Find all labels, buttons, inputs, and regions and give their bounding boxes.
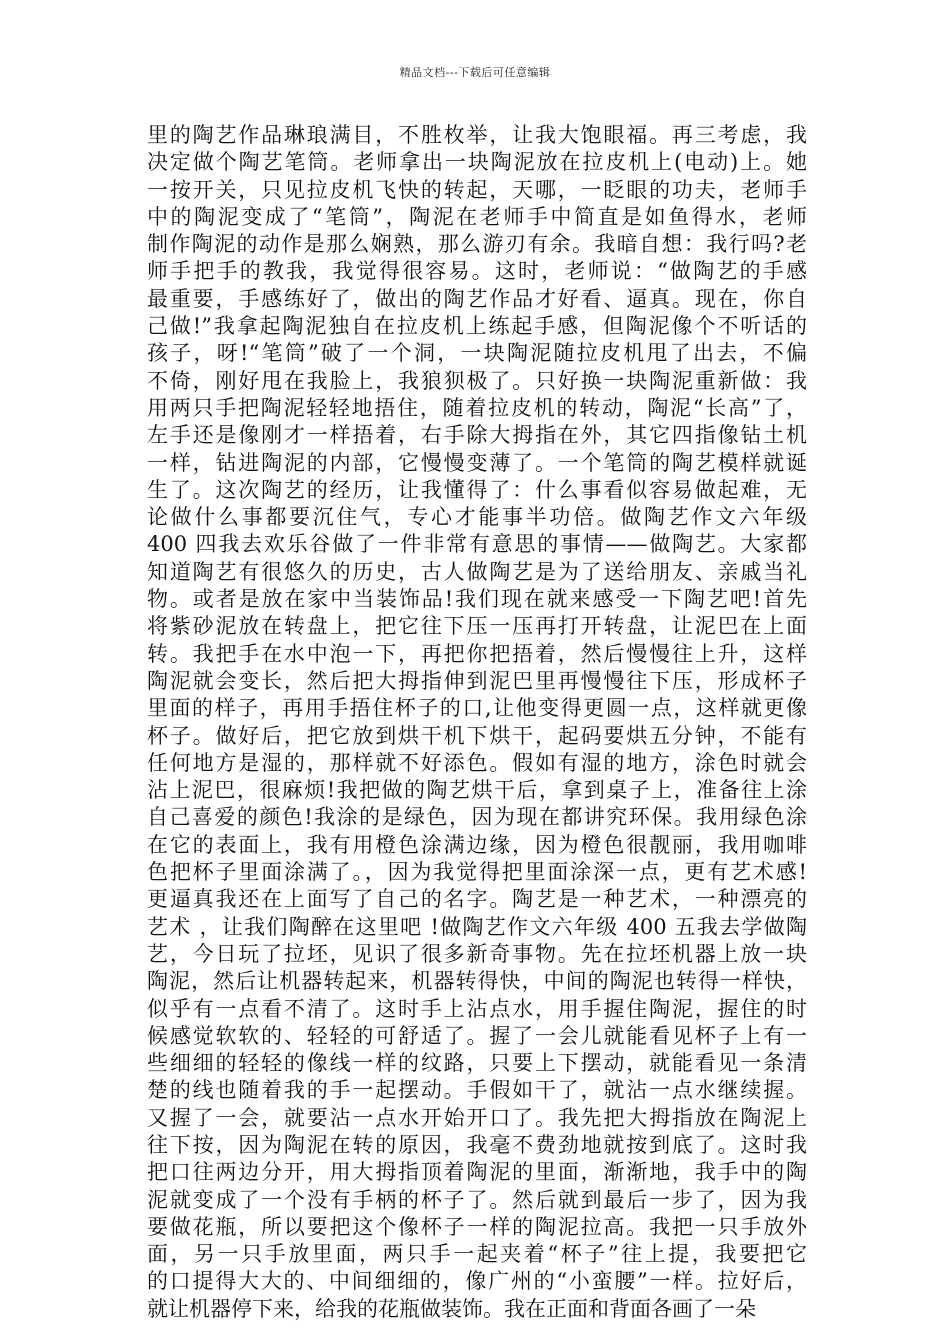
text-line: 把口往两边分开，用大拇指顶着陶泥的里面，渐渐地，我手中的陶 — [147, 1160, 807, 1185]
text-line: 师手把手的教我，我觉得很容易。这时，老师说：“做陶艺的手感 — [147, 259, 807, 284]
text-line: 400 四我去欢乐谷做了一件非常有意思的事情——做陶艺。大家都 — [147, 532, 807, 557]
text-line: 物。或者是放在家中当装饰品!我们现在就来感受一下陶艺吧!首先 — [147, 587, 807, 612]
text-line: 在它的表面上，我有用橙色涂满边缘，因为橙色很靓丽，我用咖啡 — [147, 832, 807, 857]
text-line: 将紫砂泥放在转盘上，把它往下压一压再打开转盘，让泥巴在上面 — [147, 614, 807, 639]
text-line: 制作陶泥的动作是那么娴熟，那么游刃有余。我暗自想：我行吗?老 — [147, 232, 807, 257]
text-line: 往下按，因为陶泥在转的原因，我毫不费劲地就按到底了。这时我 — [147, 1132, 807, 1157]
text-line: 候感觉软软的、轻轻的可舒适了。握了一会儿就能看见杯子上有一 — [147, 1023, 807, 1048]
text-line: 沾上泥巴，很麻烦!我把做的陶艺烘干后，拿到桌子上，准备往上涂 — [147, 778, 807, 803]
text-line: 泥就变成了一个没有手柄的杯子了。然后就到最后一步了，因为我 — [147, 1187, 807, 1212]
text-line: 一样，钻进陶泥的内部，它慢慢变薄了。一个笔筒的陶艺模样就诞 — [147, 450, 807, 475]
text-line: 里的陶艺作品琳琅满目，不胜枚举，让我大饱眼福。再三考虑，我 — [147, 123, 807, 147]
page-header: 精品文档---下载后可任意编辑 — [399, 66, 551, 79]
text-line: 转。我把手在水中泡一下，再把你把捂着，然后慢慢往上升，这样 — [147, 641, 807, 666]
text-line: 用两只手把陶泥轻轻地捂住，随着拉皮机的转动，陶泥“长高”了， — [147, 395, 807, 420]
text-line: 又握了一会，就要沾一点水开始开口了。我先把大拇指放在陶泥上 — [147, 1105, 807, 1130]
text-line: 自己喜爱的颜色!我涂的是绿色，因为现在都讲究环保。我用绿色涂 — [147, 805, 807, 830]
text-line: 似乎有一点看不清了。这时手上沾点水，用手握住陶泥，握住的时 — [147, 996, 807, 1021]
text-line: 色把杯子里面涂满了。，因为我觉得把里面涂深一点，更有艺术感! — [147, 860, 807, 885]
text-line: 杯子。做好后，把它放到烘干机下烘干，起码要烘五分钟，不能有 — [147, 723, 807, 748]
text-line: 一按开关，只见拉皮机飞快的转起，天哪，一眨眼的功夫，老师手 — [147, 177, 807, 202]
text-line: 楚的线也随着我的手一起摆动。手假如干了，就沾一点水继续握。 — [147, 1078, 807, 1103]
text-line: 任何地方是湿的，那样就不好添色。假如有湿的地方，涂色时就会 — [147, 750, 807, 775]
text-line: 最重要，手感练好了，做出的陶艺作品才好看、逼真。现在，你自 — [147, 286, 807, 311]
text-line: 左手还是像刚才一样捂着，右手除大拇指在外，其它四指像钻土机 — [147, 423, 807, 448]
text-line: 生了。这次陶艺的经历，让我懂得了：什么事看似容易做起难，无 — [147, 477, 807, 502]
body-text — [147, 122, 807, 1323]
text-line: 决定做个陶艺笔筒。老师拿出一块陶泥放在拉皮机上(电动)上。她 — [147, 150, 807, 175]
text-line: 的口提得大大的、中间细细的，像广州的“小蛮腰”一样。拉好后， — [147, 1269, 807, 1294]
text-line: 面，另一只手放里面，两只手一起夹着“杯子”往上提，我要把它 — [147, 1242, 807, 1267]
text-line: 陶泥，然后让机器转起来，机器转得快，中间的陶泥也转得一样快， — [147, 969, 807, 994]
text-line: 就让机器停下来，给我的花瓶做装饰。我在正面和背面各画了一朵 — [147, 1296, 756, 1321]
text-line: 中的陶泥变成了“笔筒”，陶泥在老师手中简直是如鱼得水，老师 — [147, 204, 807, 229]
text-line: 更逼真我还在上面写了自己的名字。陶艺是一种艺术，一种漂亮的 — [147, 887, 807, 912]
text-line: 知道陶艺有很悠久的历史，古人做陶艺是为了送给朋友、亲戚当礼 — [147, 559, 807, 584]
text-line: 己做!”我拿起陶泥独自在拉皮机上练起手感，但陶泥像个不听话的 — [147, 314, 807, 339]
text-line: 论做什么事都要沉住气，专心才能事半功倍。做陶艺作文六年级 — [147, 505, 807, 530]
text-line: 不倚，刚好甩在我脸上，我狼狈极了。只好换一块陶泥重新做：我 — [147, 368, 807, 393]
text-line: 陶泥就会变长，然后把大拇指伸到泥巴里再慢慢往下压，形成杯子 — [147, 668, 807, 693]
text-line: 里面的样子，再用手捂住杯子的口,让他变得更圆一点，这样就更像 — [147, 696, 807, 721]
text-line: 艺术 ，让我们陶醉在这里吧 !做陶艺作文六年级 400 五我去学做陶 — [147, 914, 807, 939]
text-line: 孩子，呀!“笔筒”破了一个洞，一块陶泥随拉皮机甩了出去，不偏 — [147, 341, 807, 366]
text-line: 艺，今日玩了拉坯，见识了很多新奇事物。先在拉坯机器上放一块 — [147, 941, 807, 966]
text-line: 些细细的轻轻的像线一样的纹路，只要上下摆动，就能看见一条清 — [147, 1051, 807, 1076]
text-line: 要做花瓶，所以要把这个像杯子一样的陶泥拉高。我把一只手放外 — [147, 1214, 807, 1239]
